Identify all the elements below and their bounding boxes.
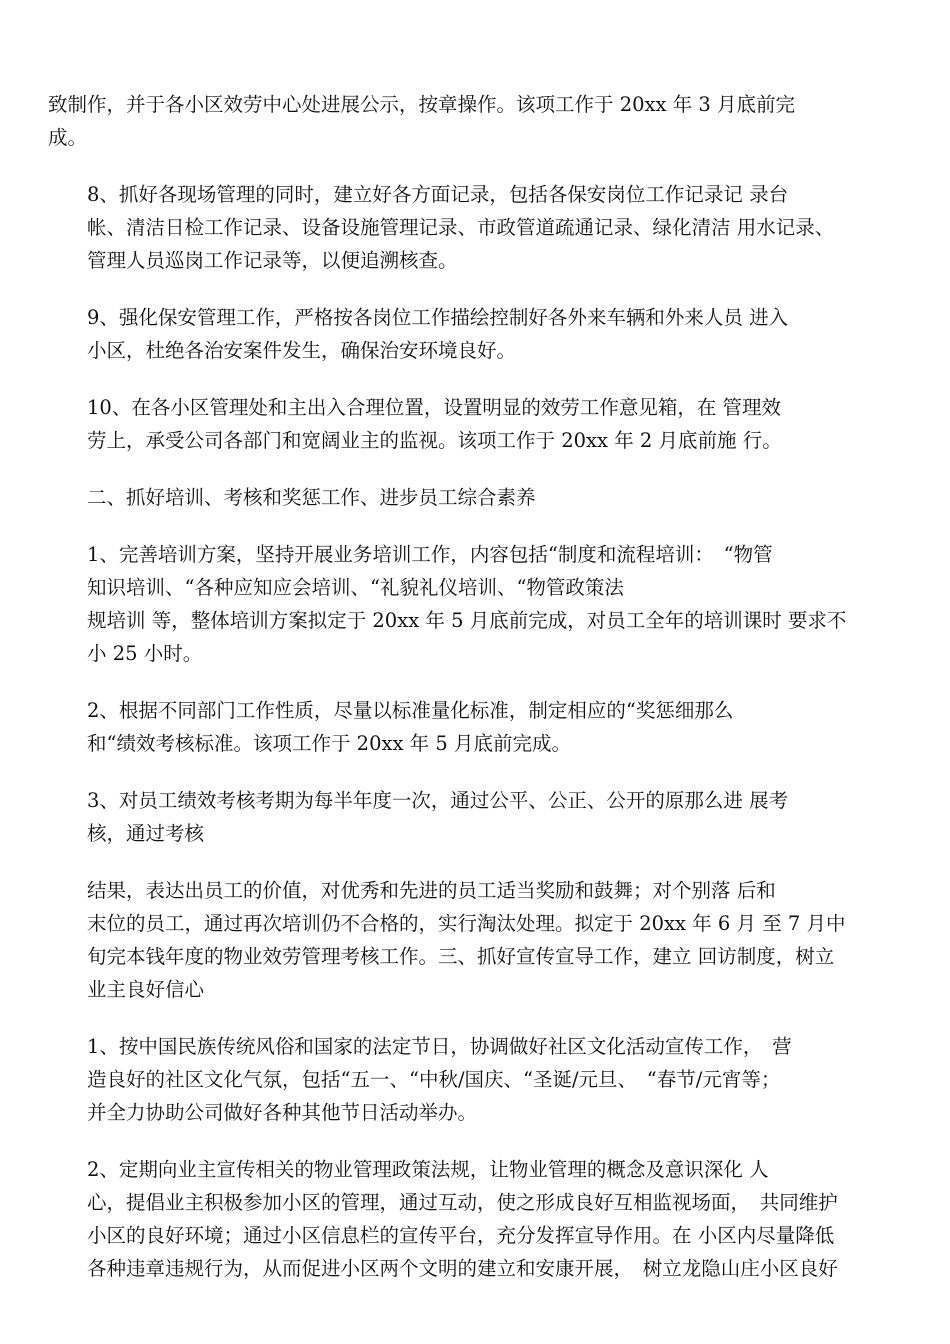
document-page: [48, 88, 914, 1309]
text-line: 管理人员巡岗工作记录等，以便追溯核查。: [87, 249, 458, 272]
text-line: 3、对员工绩效考核考期为每半年度一次，通过公平、公正、公开的原那么进 展考: [87, 789, 789, 812]
text-line: 帐、清洁日检工作记录、设备设施管理记录、市政管道疏通记录、绿化清洁 用水记录、: [87, 216, 835, 239]
paragraph-8: [48, 784, 914, 850]
text-line: 旬完本钱年度的物业效劳管理考核工作。三、抓好宣传宣导工作，建立 回访制度，树立: [87, 945, 835, 968]
paragraph-3: [48, 301, 914, 367]
paragraph-11: [48, 1153, 914, 1285]
text-line: 成。: [48, 126, 88, 149]
text-line: 造良好的社区文化气氛，包括“五一、“中秋/国庆、“圣诞/元旦、 “春节/元宵等；: [87, 1068, 781, 1091]
text-line: 劳上，承受公司各部门和宽阔业主的监视。该项工作于 20xx 年 2 月底前施 行。: [87, 429, 782, 452]
text-line: 各种违章违规行为，从而促进小区两个文明的建立和安康开展， 树立龙隐山庄小区良好: [87, 1257, 838, 1280]
paragraph-4: [48, 391, 914, 457]
text-line: 末位的员工，通过再次培训仍不合格的，实行淘汰处理。拟定于 20xx 年 6 月 至 7 月中: [87, 912, 846, 935]
text-line: 并全力协助公司做好各种其他节日活动举办。: [87, 1101, 478, 1124]
text-line: 二、抓好培训、考核和奖惩工作、进步员工综合素养: [87, 486, 536, 509]
text-line: 业主良好信心: [87, 978, 205, 1001]
text-line: 小 25 小时。: [87, 642, 203, 665]
paragraph-6: [48, 538, 914, 670]
paragraph-2: [48, 178, 914, 277]
text-line: 结果，表达出员工的价值，对优秀和先进的员工适当奖励和鼓舞；对个别落 后和: [87, 879, 776, 902]
paragraph-7: [48, 694, 914, 760]
text-line: 1、完善培训方案，坚持开展业务培训工作，内容包括“制度和流程培训： “物管: [87, 543, 773, 566]
paragraph-10: [48, 1030, 914, 1129]
text-line: 知识培训、“各种应知应会培训、“礼貌礼仪培训、“物管政策法: [87, 576, 624, 599]
text-line: 小区的良好环境；通过小区信息栏的宣传平台，充分发挥宣导作用。在 小区内尽量降低: [87, 1224, 835, 1247]
text-line: 和“绩效考核标准。该项工作于 20xx 年 5 月底前完成。: [87, 732, 571, 755]
text-line: 9、强化保安管理工作，严格按各岗位工作描绘控制好各外来车辆和外来人员 进入: [87, 306, 789, 329]
paragraph-9: [48, 874, 914, 1006]
text-line: 规培训 等，整体培训方案拟定于 20xx 年 5 月底前完成，对员工全年的培训课时 要求不: [87, 609, 847, 632]
text-line: 心，提倡业主积极参加小区的管理，通过互动，使之形成良好互相监视场面， 共同维护: [87, 1191, 838, 1214]
text-line: 2、根据不同部门工作性质，尽量以标准量化标准，制定相应的“奖惩细那么: [87, 699, 734, 722]
text-line: 核，通过考核: [87, 822, 205, 845]
text-line: 致制作，并于各小区效劳中心处进展公示，按章操作。该项工作于 20xx 年 3 月底前完: [48, 93, 796, 116]
section-heading: [48, 481, 914, 514]
text-line: 2、定期向业主宣传相关的物业管理政策法规，让物业管理的概念及意识深化 人: [87, 1158, 769, 1181]
paragraph-1: [48, 88, 914, 154]
text-line: 10、在各小区管理处和主出入合理位置，设置明显的效劳工作意见箱，在 管理效: [87, 396, 782, 419]
text-line: 1、按中国民族传统风俗和国家的法定节日，协调做好社区文化活动宣传工作， 营: [87, 1035, 792, 1058]
text-line: 8、抓好各现场管理的同时，建立好各方面记录，包括各保安岗位工作记录记 录台: [87, 183, 789, 206]
text-line: 小区，杜绝各治安案件发生，确保治安环境良好。: [87, 339, 517, 362]
